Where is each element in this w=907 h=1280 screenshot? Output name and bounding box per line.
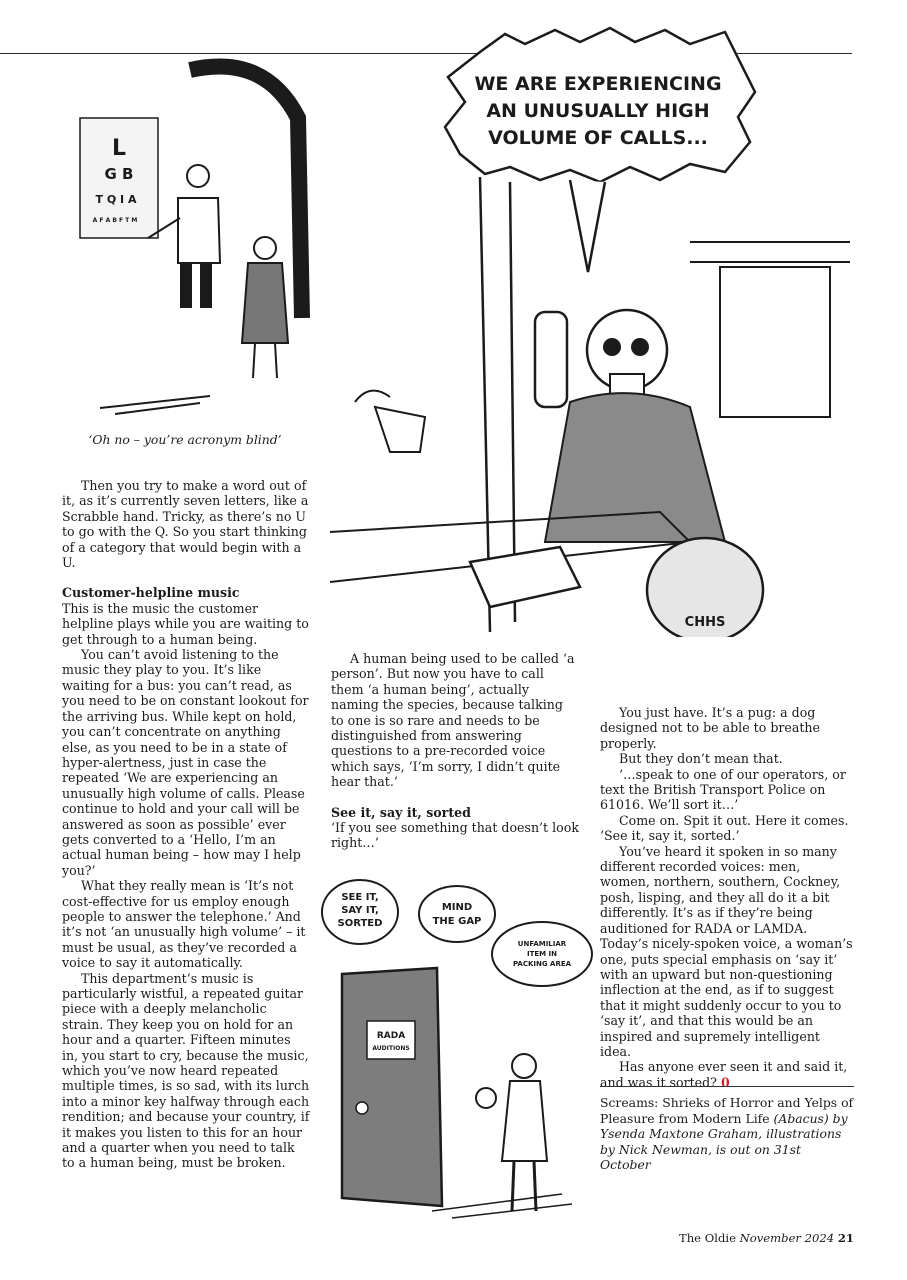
left-para-1: Then you try to make a word out of it, as it’s currently seven letters, like a Scrabble hand. Tricky, as there’s no U to go with the Q. So you start thinking of a category that would begin with a U. — [62, 478, 309, 571]
door-bubble-left-3: SORTED — [337, 918, 383, 929]
end-mark-icon: 0 — [720, 1074, 730, 1090]
section-heading-see-it: See it, say it, sorted — [331, 804, 471, 820]
chart-row-2: G B — [104, 165, 134, 183]
folio-page-number: 21 — [837, 1231, 854, 1245]
door-sign-line-1: RADA — [376, 1031, 406, 1041]
left-para-4: What they really mean is ‘It’s not cost-effective for us employ enough people to answer the telephone.’ And it’s not ‘an unusually high volume’ – it must be usual, as they’ve recorded a voice to say it automatically. — [62, 878, 306, 971]
skeleton-bubble-line-1: WE ARE EXPERIENCING — [474, 73, 722, 95]
eye-chart-cartoon — [60, 58, 310, 423]
left-para-2: This is the music the customer helpline plays while you are waiting to get through to a human being. — [62, 600, 309, 647]
door-bubble-right-3: PACKING AREA — [512, 960, 572, 968]
chart-row-4: A F A B F T M — [92, 217, 138, 224]
section-heading-helpline: Customer-helpline music — [62, 585, 240, 601]
chart-row-1: L — [111, 136, 127, 161]
right-para-2: But they don’t mean that. — [619, 751, 783, 767]
skeleton-cartoon — [330, 22, 860, 637]
mid-para-2: ‘If you see something that doesn’t look right…’ — [331, 820, 579, 851]
book-details: (Abacus) by Ysenda Maxtone Graham, illustrations by Nick Newman, is out on 31st October — [600, 1110, 848, 1173]
right-para-4: Come on. Spit it out. Here it comes. ‘See it, say it, sorted.’ — [600, 812, 849, 844]
door-bubble-right-1: UNFAMILIAR — [517, 940, 567, 948]
fish-bowl-label: CHHS — [684, 615, 726, 630]
skeleton-bubble-line-3: VOLUME OF CALLS... — [488, 127, 708, 149]
door-sign-line-2: AUDITIONS — [372, 1045, 410, 1052]
skeleton-bubble-line-2: AN UNUSUALLY HIGH — [486, 100, 710, 122]
left-para-5: This department’s music is particularly wistful, a repeated guitar piece with a deeply melancholic strain. They keep you on hold for an hour and a quarter. Fifteen minutes in, you start to cry, because the music, which you’ve now heard repeated multiple times, is so sad, with its lurch into a minor key halfway through each rendition; and because your country, if it makes you listen to this for an hour and a quarter when you need to talk to a human being, must be broken. — [62, 970, 310, 1171]
chart-row-3: T Q I A — [95, 193, 137, 206]
article-column-middle — [331, 651, 579, 851]
door-bubble-mid-2: THE GAP — [432, 916, 482, 927]
eye-cartoon-caption: ‘Oh no – you’re acronym blind’ — [88, 432, 282, 447]
right-para-3: ‘…speak to one of our operators, or text the British Transport Police on 61016. We’ll sort it…’ — [600, 766, 846, 813]
page-folio — [664, 1231, 854, 1245]
right-para-5: You’ve heard it spoken in so many different recorded voices: men, women, northern, southern, Cockney, posh, lisping, and they all do it a bit differently. It’s as if they’re being auditioned for RADA or LAMDA. Today’s nicely-spoken voice, a woman’s one, puts special emphasis on ‘say it’ with an upward but non-questioning inflection at the end, as if to suggest that it might suddenly occur to you to ‘say it’, and that this would be an inspired and supremely intelligent idea. — [600, 843, 853, 1059]
article-column-right — [600, 705, 854, 1090]
door-bubble-left-1: SEE IT, — [341, 892, 379, 903]
door-bubble-left-2: SAY IT, — [341, 905, 379, 916]
left-para-3: You can’t avoid listening to the music they play to you. It’s like waiting for a bus: you can’t read, as you need to be on constant lookout for the arriving bus. While kept on hold, you can’t concentrate on anything else, as you need to be in a state of hyper-alertness, just in case the repeated ‘We are experiencing an unusually high volume of calls. Please continue to hold and your call will be answered as soon as possible’ ever gets converted to a ‘Hello, I’m an actual human being – how may I help you?’ — [62, 647, 309, 878]
article-column-left — [62, 478, 310, 1171]
folio-issue: November 2024 — [739, 1231, 835, 1245]
book-credits — [600, 1086, 854, 1173]
door-bubble-right-2: ITEM IN — [526, 950, 558, 958]
door-cartoon — [312, 876, 597, 1226]
door-bubble-mid-1: MIND — [441, 902, 473, 913]
folio-publication: The Oldie — [678, 1231, 736, 1245]
right-para-1: You just have. It’s a pug: a dog designed not to be able to breathe properly. — [600, 705, 820, 751]
mid-para-1: A human being used to be called ‘a person’. But now you have to call them ‘a human being’, actually naming the species, because talking to one is so rare and needs to be distinguished from answering questions to a pre-recorded voice which says, ‘I’m sorry, I didn’t quite hear that.’ — [331, 651, 575, 790]
book-title: Screams: Shrieks of Horror and Yelps of Pleasure from Modern Life — [600, 1095, 854, 1126]
right-para-6-text: Has anyone ever seen it and said it, and was it sorted? — [600, 1059, 848, 1090]
